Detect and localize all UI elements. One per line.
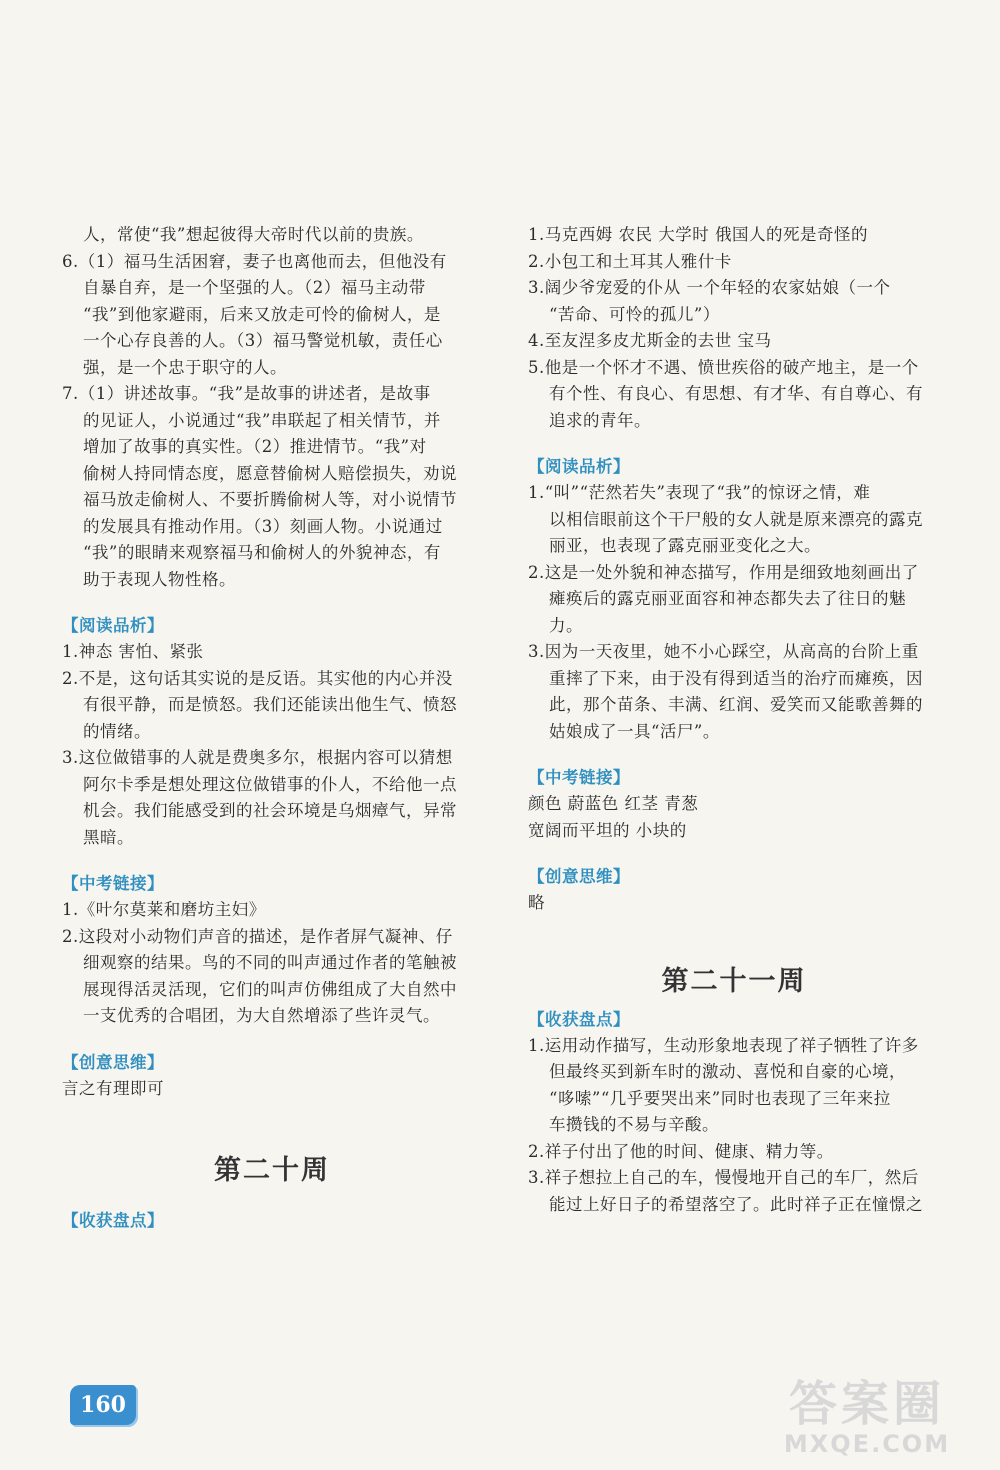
harvest-answers: [528, 222, 940, 434]
text-line: 有个性、有良心、有思想、有才华、有自尊心、有: [549, 384, 923, 403]
section-heading-reading: 【阅读品析】: [528, 457, 630, 476]
text-line: 福马放走偷树人、不要折腾偷树人等，对小说情节: [83, 490, 457, 509]
text-line: 的见证人，小说通过“我”串联起了相关情节，并: [83, 410, 441, 430]
text-line: 阿尔卡季是想处理这位做错事的仆人，不给他一点: [83, 774, 457, 794]
text-line: 2.不是，这句话其实说的是反语。其实他的内心并没: [62, 668, 453, 688]
text-line: 以相信眼前这个干尸般的女人就是原来漂亮的露克: [549, 509, 923, 529]
text-line: 姑娘成了一具“活尸”。: [549, 721, 720, 741]
text-line: 4.至友涅多皮尤斯金的去世 宝马: [528, 331, 772, 350]
section-heading-creative: 【创意思维】: [62, 1052, 164, 1072]
text-line: 3.因为一天夜里，她不小心踩空，从高高的台阶上重: [528, 642, 919, 661]
exam-answer-line: 颜色 蔚蓝色 红茎 青葱: [528, 794, 699, 813]
text-line: 7.（1）讲述故事。“我”是故事的讲述者，是故事: [62, 384, 431, 403]
text-line: 6.（1）福马生活困窘，妻子也离他而去，但他没有: [62, 251, 447, 271]
section-heading-exam: 【中考链接】: [528, 768, 630, 787]
text-line: 的情绪。: [83, 721, 151, 741]
exam-answers: [62, 897, 482, 1030]
text-line: 自暴自弃，是一个坚强的人。（2）福马主动带: [83, 278, 426, 297]
text-line: 1.“叫”“茫然若失”表现了“我”的惊讶之情，难: [528, 483, 871, 502]
text-line: 细观察的结果。鸟的不同的叫声通过作者的笔触被: [83, 953, 457, 972]
left-column: [62, 222, 482, 1234]
watermark-logo: [752, 1378, 982, 1462]
text-line: 机会。我们能感受到的社会环境是乌烟瘴气，异常: [83, 801, 457, 820]
text-line: 一个心存良善的人。（3）福马警觉机敏，责任心: [83, 331, 443, 350]
section-heading-exam: 【中考链接】: [62, 874, 164, 893]
harvest-answers-2: [528, 1033, 940, 1219]
text-line: 1.《叶尔莫莱和磨坊主妇》: [62, 900, 266, 919]
text-line: 助于表现人物性格。: [83, 569, 236, 589]
text-line: 2.这段对小动物们声音的描述，是作者屏气凝神、仔: [62, 926, 453, 946]
text-line: 此，那个苗条、丰满、红润、爱笑而又能歌善舞的: [549, 695, 923, 714]
section-heading-harvest: 【收获盘点】: [62, 1211, 164, 1230]
text-line: “我”的眼睛来观察福马和偷树人的外貌神态，有: [83, 543, 441, 562]
text-line: 能过上好日子的希望落空了。此时祥子正在憧憬之: [549, 1194, 923, 1214]
text-line: 5.他是一个怀才不遇、愤世疾俗的破产地主，是一个: [528, 357, 919, 377]
text-line: 1.马克西姆 农民 大学时 俄国人的死是奇怪的: [528, 225, 868, 244]
text-line: 偷树人持同情态度，愿意替偷树人赔偿损失，劝说: [83, 463, 457, 483]
week-title-21: 第二十一周: [661, 965, 807, 997]
text-line: 重摔了下来，由于没有得到适当的治疗而瘫痪，因: [549, 668, 923, 688]
text-line: 丽亚，也表现了露克丽亚变化之大。: [549, 536, 821, 555]
reading-answers: [528, 480, 940, 745]
text-line: 黑暗。: [83, 827, 134, 847]
text-line: 3.祥子想拉上自己的车，慢慢地开自己的车厂，然后: [528, 1168, 919, 1187]
text-line: 3.阔少爷宠爱的仆从 一个年轻的农家姑娘（一个: [528, 278, 891, 297]
watermark-logo-text: 答案圈: [788, 1376, 945, 1432]
answer-6: [62, 249, 482, 382]
text-line: 展现得活灵活现，它们的叫声仿佛组成了大自然中: [83, 979, 457, 999]
section-heading-reading: 【阅读品析】: [62, 616, 164, 635]
right-column: [528, 222, 940, 1218]
text-line: 追求的青年。: [549, 410, 651, 430]
text-line: 一支优秀的合唱团，为大自然增添了些许灵气。: [83, 1006, 440, 1025]
text-line: 1.运用动作描写，生动形象地表现了祥子牺牲了许多: [528, 1035, 919, 1055]
text-line: 2.这是一处外貌和神态描写，作用是细致地刻画出了: [528, 562, 919, 582]
section-heading-harvest: 【收获盘点】: [528, 1009, 630, 1029]
week-title-20: 第二十周: [214, 1155, 330, 1186]
watermark-url: MXQE.COM: [783, 1430, 951, 1458]
text-line: 人，常使“我”想起彼得大帝时代以前的贵族。: [83, 225, 424, 244]
page-number: 160: [70, 1385, 136, 1425]
text-line: 瘫痪后的露克丽亚面容和神态都失去了往日的魅: [549, 589, 906, 608]
text-line: “我”到他家避雨，后来又放走可怜的偷树人，是: [83, 304, 441, 324]
text-line: 3.这位做错事的人就是费奥多尔，根据内容可以猜想: [62, 748, 453, 767]
text-line: “苦命、可怜的孤儿”）: [549, 304, 720, 324]
section-heading-creative: 【创意思维】: [528, 867, 630, 886]
answer-7: [62, 381, 482, 593]
text-line: 2.祥子付出了他的时间、健康、精力等。: [528, 1141, 834, 1161]
text-line: 力。: [549, 615, 583, 635]
creative-answer: 略: [528, 893, 545, 912]
text-line: 的发展具有推动作用。（3）刻画人物。小说通过: [83, 516, 443, 536]
text-line: 有很平静，而是愤怒。我们还能读出他生气、愤怒: [83, 695, 457, 714]
text-line: 1.神态 害怕、紧张: [62, 642, 204, 661]
text-line: 强，是一个忠于职守的人。: [83, 357, 287, 377]
exam-answer-line: 宽阔而平坦的 小块的: [528, 820, 687, 840]
text-line: 车攒钱的不易与辛酸。: [549, 1115, 719, 1134]
left-intro: [62, 222, 482, 249]
text-line: “哆嗦”“几乎要哭出来”同时也表现了三年来拉: [549, 1088, 891, 1108]
text-line: 2.小包工和土耳其人雅什卡: [528, 251, 732, 271]
text-line: 但最终买到新车时的激动、喜悦和自豪的心境，: [549, 1062, 906, 1081]
reading-answers: [62, 639, 482, 851]
creative-answer: 言之有理即可: [62, 1078, 164, 1098]
text-line: 增加了故事的真实性。（2）推进情节。“我”对: [83, 437, 427, 456]
